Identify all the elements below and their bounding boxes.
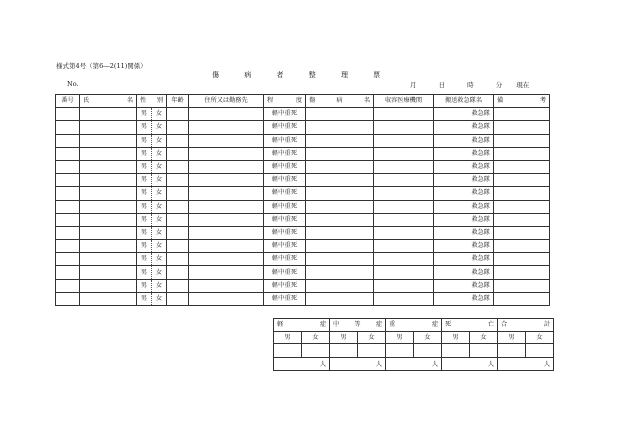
table-row — [56, 160, 550, 173]
cell-remarks[interactable] — [494, 292, 550, 305]
cell-address[interactable] — [189, 213, 264, 226]
summary-category-char: 症 — [431, 321, 438, 329]
day-label: 日 — [438, 81, 446, 89]
cell-sex-female[interactable]: 女 — [152, 240, 167, 253]
summary-category — [386, 319, 442, 332]
summary-unit: 人 — [274, 358, 330, 371]
summary-category-char: 重 — [389, 321, 396, 329]
title-char: 整 — [308, 71, 316, 79]
cell-name[interactable] — [80, 147, 137, 160]
cell-age[interactable] — [167, 187, 189, 200]
cell-sex-female[interactable]: 女 — [152, 279, 167, 292]
cell-degree[interactable]: 軽中重死 — [264, 108, 306, 121]
cell-name[interactable] — [80, 253, 137, 266]
cell-degree[interactable]: 軽中重死 — [264, 266, 306, 279]
cell-injury[interactable] — [306, 213, 374, 226]
summary-table — [273, 318, 554, 371]
title-char: 者 — [276, 71, 284, 79]
cell-age[interactable] — [167, 108, 189, 121]
header-number: 番号 — [56, 95, 80, 108]
cell-degree[interactable]: 軽中重死 — [264, 174, 306, 187]
summary-sex-male: 男 — [330, 331, 358, 344]
cell-remarks[interactable] — [494, 253, 550, 266]
cell-injury[interactable] — [306, 266, 374, 279]
cell-hospital[interactable] — [374, 226, 434, 239]
cell-sex-female[interactable]: 女 — [152, 253, 167, 266]
cell-number[interactable] — [56, 292, 80, 305]
table-row — [56, 174, 550, 187]
cell-age[interactable] — [167, 292, 189, 305]
cell-address[interactable] — [189, 121, 264, 134]
cell-hospital[interactable] — [374, 121, 434, 134]
summary-unit: 人 — [330, 358, 386, 371]
cell-address[interactable] — [189, 147, 264, 160]
header-name — [80, 95, 137, 108]
cell-injury[interactable] — [306, 292, 374, 305]
cell-hospital[interactable] — [374, 147, 434, 160]
cell-number[interactable] — [56, 187, 80, 200]
cell-address[interactable] — [189, 253, 264, 266]
summary-category — [274, 319, 330, 332]
cell-hospital[interactable] — [374, 134, 434, 147]
table-row — [56, 121, 550, 134]
cell-degree[interactable]: 軽中重死 — [264, 292, 306, 305]
cell-number[interactable] — [56, 108, 80, 121]
cell-address[interactable] — [189, 266, 264, 279]
cell-sex-male[interactable]: 男 — [137, 174, 152, 187]
cell-sex-female[interactable]: 女 — [152, 226, 167, 239]
cell-remarks[interactable] — [494, 187, 550, 200]
cell-address[interactable] — [189, 187, 264, 200]
cell-remarks[interactable] — [494, 240, 550, 253]
casualty-table — [55, 94, 550, 306]
hour-label: 時 — [467, 81, 474, 89]
cell-degree[interactable]: 軽中重死 — [264, 121, 306, 134]
cell-number[interactable] — [56, 160, 80, 173]
cell-degree[interactable]: 軽中重死 — [264, 240, 306, 253]
table-row — [56, 147, 550, 160]
document-title — [212, 70, 380, 80]
cell-ambulance[interactable]: 救急隊 — [434, 121, 494, 134]
cell-ambulance[interactable]: 救急隊 — [434, 213, 494, 226]
cell-sex-female[interactable]: 女 — [152, 160, 167, 173]
cell-injury[interactable] — [306, 200, 374, 213]
summary-category-char: 軽 — [277, 321, 284, 329]
cell-number[interactable] — [56, 213, 80, 226]
cell-remarks[interactable] — [494, 134, 550, 147]
header-remarks — [494, 95, 550, 108]
summary-category-char: 中 — [333, 321, 340, 329]
cell-name[interactable] — [80, 200, 137, 213]
header-sex-char: 性 — [140, 97, 147, 105]
cell-sex-male[interactable]: 男 — [137, 121, 152, 134]
month-label: 月 — [410, 81, 417, 89]
header-age: 年齢 — [167, 95, 189, 108]
cell-injury[interactable] — [306, 226, 374, 239]
table-row — [56, 240, 550, 253]
summary-unit-row — [274, 358, 554, 371]
table-row — [56, 292, 550, 305]
summary-count-cell[interactable] — [358, 344, 386, 358]
cell-sex-female[interactable]: 女 — [152, 147, 167, 160]
cell-remarks[interactable] — [494, 226, 550, 239]
cell-sex-female[interactable]: 女 — [152, 213, 167, 226]
header-degree — [264, 95, 306, 108]
cell-injury[interactable] — [306, 174, 374, 187]
summary-sex-female: 女 — [302, 331, 330, 344]
summary-category-char: 症 — [375, 321, 382, 329]
cell-name[interactable] — [80, 121, 137, 134]
cell-ambulance[interactable]: 救急隊 — [434, 279, 494, 292]
header-injury-char: 病 — [336, 97, 343, 105]
cell-address[interactable] — [189, 226, 264, 239]
cell-sex-female[interactable]: 女 — [152, 134, 167, 147]
cell-number[interactable] — [56, 226, 80, 239]
cell-name[interactable] — [80, 134, 137, 147]
cell-name[interactable] — [80, 292, 137, 305]
summary-count-row — [274, 344, 554, 358]
cell-name[interactable] — [80, 240, 137, 253]
cell-hospital[interactable] — [374, 292, 434, 305]
cell-address[interactable] — [189, 134, 264, 147]
cell-age[interactable] — [167, 240, 189, 253]
title-char: 傷 — [212, 71, 219, 79]
cell-ambulance[interactable]: 救急隊 — [434, 174, 494, 187]
cell-sex-female[interactable]: 女 — [152, 292, 167, 305]
cell-sex-male[interactable]: 男 — [137, 292, 152, 305]
table-row — [56, 134, 550, 147]
title-char: 病 — [244, 71, 252, 79]
cell-degree[interactable]: 軽中重死 — [264, 200, 306, 213]
cell-number[interactable] — [56, 266, 80, 279]
table-header-row — [56, 95, 550, 108]
summary-sex-female: 女 — [470, 331, 498, 344]
cell-address[interactable] — [189, 200, 264, 213]
cell-ambulance[interactable]: 救急隊 — [434, 108, 494, 121]
summary-sex-row — [274, 331, 554, 344]
cell-ambulance[interactable]: 救急隊 — [434, 134, 494, 147]
cell-number[interactable] — [56, 121, 80, 134]
cell-degree[interactable]: 軽中重死 — [264, 134, 306, 147]
form-number: 様式第4号（第6―2(11)関係） — [56, 62, 147, 70]
cell-age[interactable] — [167, 134, 189, 147]
summary-unit: 人 — [442, 358, 498, 371]
cell-degree[interactable]: 軽中重死 — [264, 279, 306, 292]
minute-label: 分 — [495, 81, 503, 89]
cell-hospital[interactable] — [374, 108, 434, 121]
cell-sex-male[interactable]: 男 — [137, 108, 152, 121]
summary-sex-female: 女 — [358, 331, 386, 344]
cell-name[interactable] — [80, 187, 137, 200]
cell-name[interactable] — [80, 279, 137, 292]
cell-hospital[interactable] — [374, 266, 434, 279]
header-degree-char: 程 — [267, 97, 274, 105]
table-row — [56, 108, 550, 121]
cell-number[interactable] — [56, 253, 80, 266]
cell-ambulance[interactable]: 救急隊 — [434, 200, 494, 213]
summary-unit: 人 — [386, 358, 442, 371]
summary-count-cell[interactable] — [386, 344, 414, 358]
cell-degree[interactable]: 軽中重死 — [264, 226, 306, 239]
cell-injury[interactable] — [306, 187, 374, 200]
cell-hospital[interactable] — [374, 160, 434, 173]
cell-number[interactable] — [56, 279, 80, 292]
summary-count-cell[interactable] — [526, 344, 554, 358]
summary-count-cell[interactable] — [302, 344, 330, 358]
table-row — [56, 266, 550, 279]
cell-age[interactable] — [167, 266, 189, 279]
cell-age[interactable] — [167, 213, 189, 226]
table-row — [56, 226, 550, 239]
summary-category-char: 等 — [354, 321, 361, 329]
summary-sex-male: 男 — [386, 331, 414, 344]
cell-remarks[interactable] — [494, 266, 550, 279]
cell-ambulance[interactable]: 救急隊 — [434, 253, 494, 266]
cell-address[interactable] — [189, 160, 264, 173]
cell-sex-male[interactable]: 男 — [137, 160, 152, 173]
summary-count-cell[interactable] — [470, 344, 498, 358]
summary-category — [330, 319, 386, 332]
cell-injury[interactable] — [306, 240, 374, 253]
cell-ambulance[interactable]: 救急隊 — [434, 292, 494, 305]
header-remarks-char: 考 — [539, 97, 546, 105]
summary-count-cell[interactable] — [414, 344, 442, 358]
summary-unit: 人 — [498, 358, 554, 371]
cell-age[interactable] — [167, 279, 189, 292]
cell-age[interactable] — [167, 253, 189, 266]
cell-sex-male[interactable]: 男 — [137, 279, 152, 292]
cell-degree[interactable]: 軽中重死 — [264, 213, 306, 226]
cell-injury[interactable] — [306, 147, 374, 160]
table-row — [56, 279, 550, 292]
cell-name[interactable] — [80, 213, 137, 226]
cell-sex-male[interactable]: 男 — [137, 147, 152, 160]
cell-number[interactable] — [56, 200, 80, 213]
cell-sex-female[interactable]: 女 — [152, 187, 167, 200]
cell-remarks[interactable] — [494, 121, 550, 134]
cell-age[interactable] — [167, 200, 189, 213]
cell-age[interactable] — [167, 121, 189, 134]
cell-name[interactable] — [80, 226, 137, 239]
cell-remarks[interactable] — [494, 200, 550, 213]
cell-degree[interactable]: 軽中重死 — [264, 187, 306, 200]
header-degree-char: 度 — [295, 97, 302, 105]
cell-number[interactable] — [56, 240, 80, 253]
table-row — [56, 253, 550, 266]
cell-age[interactable] — [167, 160, 189, 173]
cell-degree[interactable]: 軽中重死 — [264, 147, 306, 160]
table-row — [56, 200, 550, 213]
cell-injury[interactable] — [306, 279, 374, 292]
summary-category-char: 死 — [445, 321, 452, 329]
cell-sex-female[interactable]: 女 — [152, 174, 167, 187]
number-label: No. — [67, 80, 79, 88]
cell-ambulance[interactable]: 救急隊 — [434, 147, 494, 160]
cell-sex-male[interactable]: 男 — [137, 134, 152, 147]
cell-remarks[interactable] — [494, 279, 550, 292]
header-sex — [137, 95, 167, 108]
cell-sex-female[interactable]: 女 — [152, 121, 167, 134]
summary-category-char: 亡 — [487, 321, 494, 329]
cell-name[interactable] — [80, 108, 137, 121]
summary-body — [274, 319, 554, 371]
cell-injury[interactable] — [306, 160, 374, 173]
header-remarks-char: 備 — [497, 97, 504, 105]
summary-count-cell[interactable] — [274, 344, 302, 358]
cell-injury[interactable] — [306, 253, 374, 266]
cell-address[interactable] — [189, 240, 264, 253]
as-of-label: 現在 — [516, 81, 530, 89]
summary-sex-male: 男 — [274, 331, 302, 344]
cell-ambulance[interactable]: 救急隊 — [434, 240, 494, 253]
cell-age[interactable] — [167, 147, 189, 160]
header-name-char: 氏 — [83, 97, 90, 105]
table-row — [56, 213, 550, 226]
cell-remarks[interactable] — [494, 213, 550, 226]
summary-category-row — [274, 319, 554, 332]
cell-age[interactable] — [167, 174, 189, 187]
cell-sex-male[interactable]: 男 — [137, 200, 152, 213]
header-injury-char: 名 — [363, 97, 370, 105]
cell-remarks[interactable] — [494, 174, 550, 187]
title-char: 理 — [340, 71, 348, 79]
header-ambulance: 搬送救急隊名 — [434, 95, 494, 108]
title-char: 票 — [373, 71, 381, 79]
cell-sex-male[interactable]: 男 — [137, 213, 152, 226]
header-address: 住所又は勤務先 — [189, 95, 264, 108]
cell-sex-female[interactable]: 女 — [152, 108, 167, 121]
cell-name[interactable] — [80, 174, 137, 187]
summary-category — [498, 319, 554, 332]
table-row — [56, 187, 550, 200]
cell-number[interactable] — [56, 174, 80, 187]
summary-category-char: 合 — [501, 321, 508, 329]
header-injury — [306, 95, 374, 108]
cell-name[interactable] — [80, 160, 137, 173]
cell-ambulance[interactable]: 救急隊 — [434, 266, 494, 279]
summary-sex-female: 女 — [526, 331, 554, 344]
summary-sex-female: 女 — [414, 331, 442, 344]
cell-hospital[interactable] — [374, 279, 434, 292]
table-body — [56, 108, 550, 306]
cell-address[interactable] — [189, 292, 264, 305]
header-hospital: 収容医療機関 — [374, 95, 434, 108]
cell-hospital[interactable] — [374, 253, 434, 266]
cell-remarks[interactable] — [494, 160, 550, 173]
cell-address[interactable] — [189, 108, 264, 121]
summary-count-cell[interactable] — [330, 344, 358, 358]
cell-sex-male[interactable]: 男 — [137, 240, 152, 253]
cell-number[interactable] — [56, 147, 80, 160]
cell-address[interactable] — [189, 279, 264, 292]
header-injury-char: 傷 — [309, 97, 316, 105]
cell-number[interactable] — [56, 134, 80, 147]
date-time-line — [410, 80, 529, 89]
summary-sex-male: 男 — [498, 331, 526, 344]
cell-sex-male[interactable]: 男 — [137, 253, 152, 266]
cell-remarks[interactable] — [494, 147, 550, 160]
summary-category-char: 計 — [543, 321, 550, 329]
cell-ambulance[interactable]: 救急隊 — [434, 187, 494, 200]
cell-hospital[interactable] — [374, 200, 434, 213]
cell-injury[interactable] — [306, 108, 374, 121]
cell-degree[interactable]: 軽中重死 — [264, 160, 306, 173]
header-name-char: 名 — [126, 97, 133, 105]
cell-hospital[interactable] — [374, 240, 434, 253]
summary-count-cell[interactable] — [498, 344, 526, 358]
summary-category-char: 症 — [319, 321, 326, 329]
cell-name[interactable] — [80, 266, 137, 279]
cell-hospital[interactable] — [374, 213, 434, 226]
cell-ambulance[interactable]: 救急隊 — [434, 160, 494, 173]
cell-sex-female[interactable]: 女 — [152, 200, 167, 213]
cell-sex-female[interactable]: 女 — [152, 266, 167, 279]
header-sex-char: 別 — [156, 97, 163, 105]
cell-injury[interactable] — [306, 121, 374, 134]
cell-injury[interactable] — [306, 134, 374, 147]
cell-degree[interactable]: 軽中重死 — [264, 253, 306, 266]
cell-hospital[interactable] — [374, 174, 434, 187]
cell-ambulance[interactable]: 救急隊 — [434, 226, 494, 239]
summary-count-cell[interactable] — [442, 344, 470, 358]
summary-sex-male: 男 — [442, 331, 470, 344]
cell-sex-male[interactable]: 男 — [137, 226, 152, 239]
cell-remarks[interactable] — [494, 108, 550, 121]
summary-category — [442, 319, 498, 332]
cell-address[interactable] — [189, 174, 264, 187]
cell-sex-male[interactable]: 男 — [137, 187, 152, 200]
cell-hospital[interactable] — [374, 187, 434, 200]
cell-sex-male[interactable]: 男 — [137, 266, 152, 279]
cell-age[interactable] — [167, 226, 189, 239]
